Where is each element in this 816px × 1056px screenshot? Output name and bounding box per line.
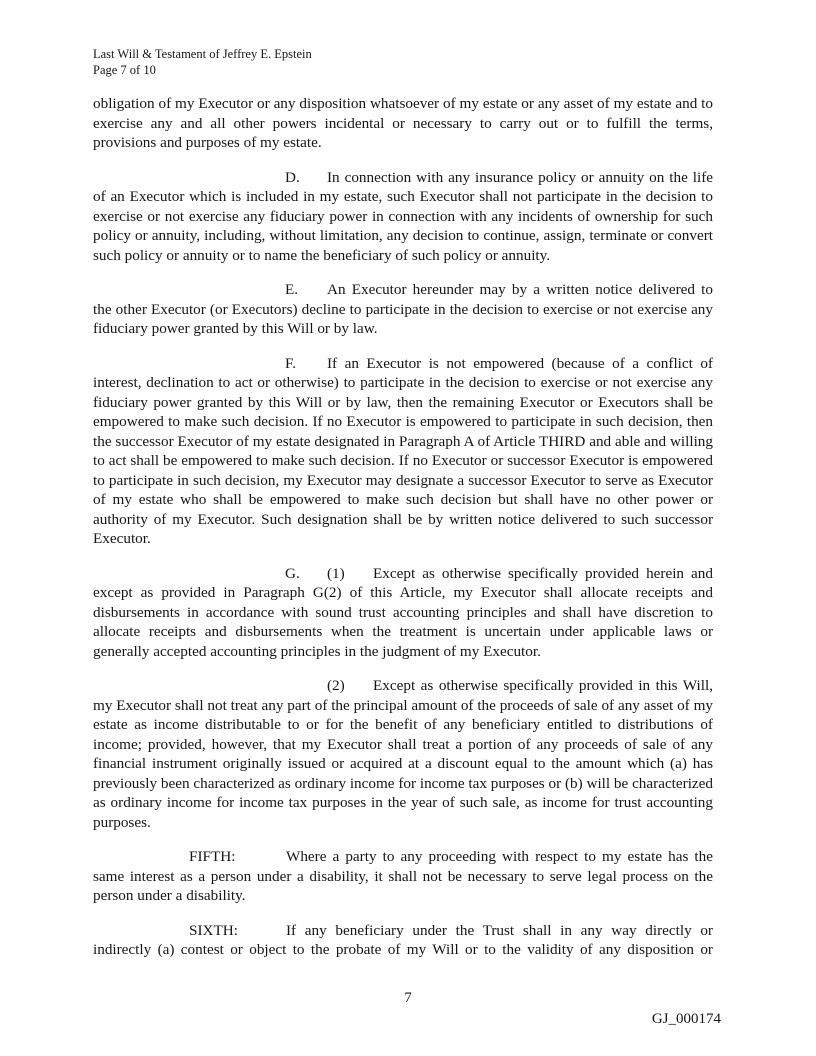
paragraph-text: If an Executor is not empowered (because of a conflict of interest, declination to act or otherwise) to participate in the decision to exercise or not exercise any fiduciary power granted by this Will or by law, then the remaining Executor or Executors shall be empowered to make such decision. If no Executor is empowered to participate in such decision, then the successor Executor of my estate designated in Paragraph A of Article THIRD and able and willing to act shall be empowered to make such decision. If no Executor or successor Executor is empowered to participate in such decision, my Executor may designate a successor Executor to serve as Executor of my estate who shall be empowered to make such decision but shall have no other power or authority of my Executor. Such designation shall be by written notice delivered to such successor Executor. [93, 354, 713, 547]
subparagraph-number: (2) [327, 677, 345, 694]
paragraph-text: In connection with any insurance policy or annuity on the life of an Executor which is included in my estate, such Executor shall not participate in the decision to exercise or not exercise any fiduciary power in connection with any incidents of ownership for such policy or annuity, including, without limitation, any decision to continue, assign, terminate or convert such policy or annuity or to name the beneficiary of such policy or annuity. [93, 168, 713, 264]
subparagraph-number: (1) [327, 564, 345, 582]
paragraph-text: An Executor hereunder may by a written notice delivered to the other Executor (or Executors) decline to participate in the decision to exercise or not exercise any fiduciary power granted by this Will or by law. [93, 281, 713, 337]
page-number: 7 [404, 990, 412, 1006]
paragraph-label: E. [285, 281, 299, 298]
paragraph-label: F. [285, 354, 297, 372]
paragraph-text: If any beneficiary under the Trust shall in any way directly or indirectly (a) contest or object to the probate of my Will or to the validity of any disposition or [93, 921, 713, 958]
paragraph-label: D. [285, 168, 300, 186]
paragraph-label: G. [285, 564, 300, 582]
paragraph-continued [93, 94, 713, 153]
paragraph-g1 [93, 564, 713, 662]
document-body [93, 94, 713, 975]
article-sixth [93, 921, 713, 960]
page-indicator: Page 7 of 10 [93, 63, 156, 77]
paragraph-e [93, 280, 713, 339]
paragraph-f [93, 354, 713, 549]
paragraph-d [93, 168, 713, 266]
document-header [93, 46, 312, 78]
article-label: FIFTH: [189, 848, 236, 865]
document-title: Last Will & Testament of Jeffrey E. Epstein [93, 47, 312, 61]
paragraph-text: Where a party to any proceeding with respect to my estate has the same interest as a person under a disability, it shall not be necessary to serve legal process on the person under a disability. [93, 848, 713, 904]
paragraph-text: Except as otherwise specifically provided herein and except as provided in Paragraph G(2) of this Article, my Executor shall allocate receipts and disbursements in accordance with sound trust accounting principles and shall have discretion to allocate receipts and disbursements when the treatment is uncertain under applicable laws or generally accepted accounting principles in the judgment of my Executor. [93, 564, 713, 660]
paragraph-g2 [93, 676, 713, 832]
paragraph-text: obligation of my Executor or any disposition whatsoever of my estate or any asset of my estate and to exercise any and all other powers incidental or necessary to carry out or to fulfill the terms, provisions and purposes of my estate. [93, 95, 713, 151]
article-label: SIXTH: [189, 921, 238, 939]
bates-number: GJ_000174 [651, 1011, 721, 1027]
paragraph-text: Except as otherwise specifically provided in this Will, my Executor shall not treat any part of the principal amount of the proceeds of sale of any asset of my estate as income distributable to or for the benefit of any beneficiary entitled to distributions of income; provided, however, that my Executor shall treat a portion of any proceeds of sale of any financial instrument originally issued or acquired at a discount equal to the amount which (a) has previously been characterized as ordinary income for income tax purposes or (b) will be characterized as ordinary income for income tax purposes in the year of such sale, as income for trust accounting purposes. [93, 677, 713, 831]
article-fifth [93, 847, 713, 906]
